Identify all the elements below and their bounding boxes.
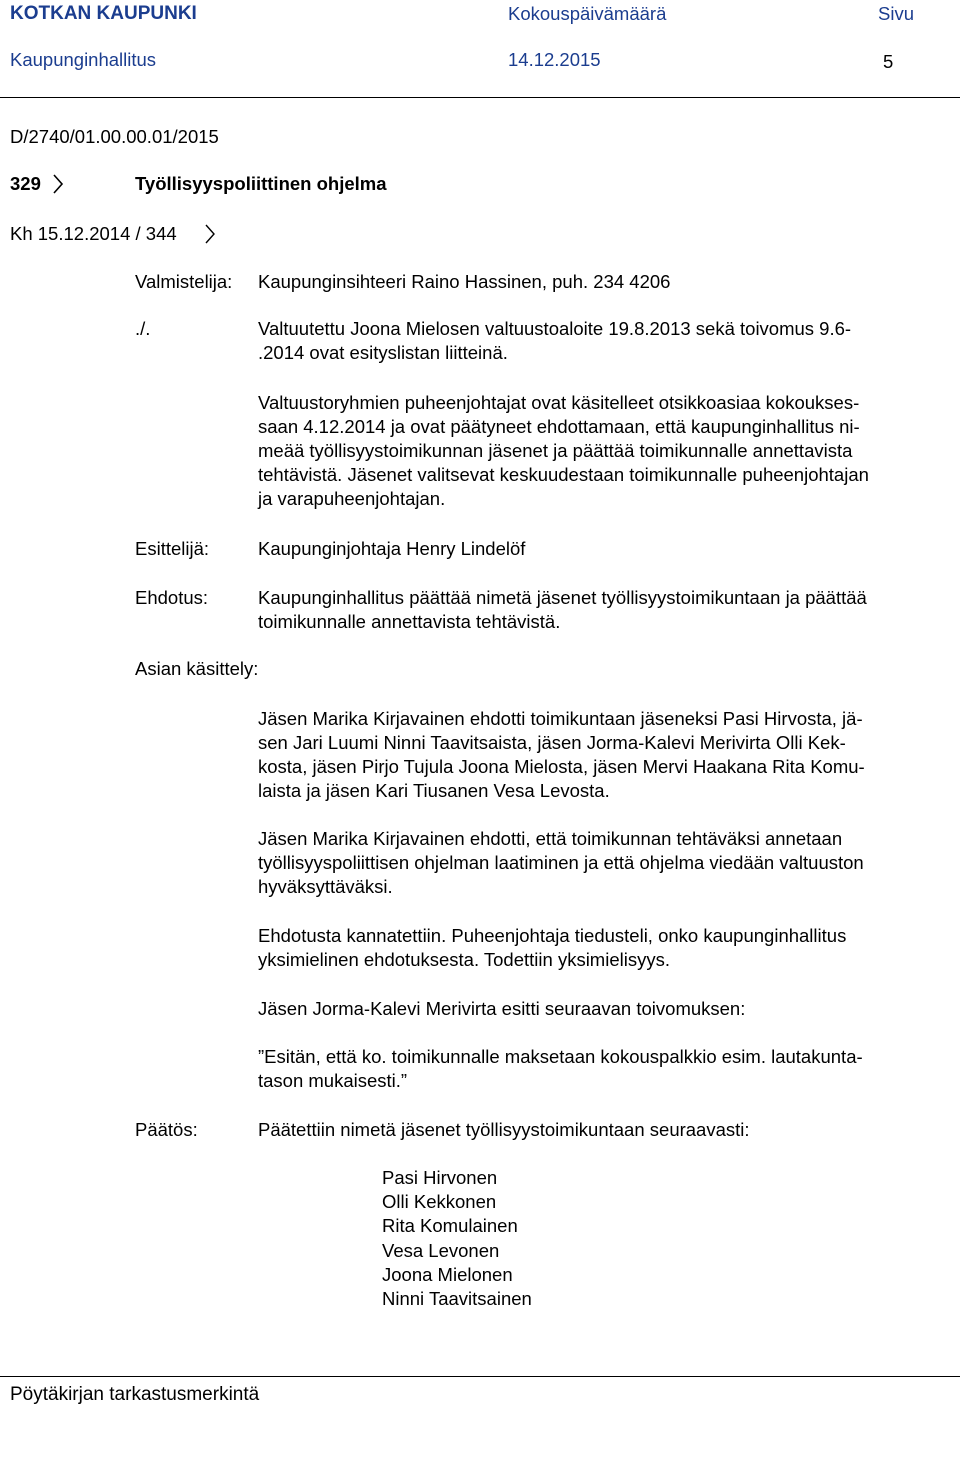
- page-number: 5: [883, 51, 894, 72]
- text-line: toimikunnalle annettavista tehtävistä.: [258, 611, 561, 632]
- preparer-value: Kaupunginsihteeri Raino Hassinen, puh. 234 4206: [258, 271, 671, 292]
- handling-label: Asian käsittely:: [135, 658, 259, 679]
- member-list: [382, 1166, 782, 1311]
- text-line: .2014 ovat esityslistan liitteinä.: [258, 342, 508, 363]
- text-line: Jäsen Marika Kirjavainen ehdotti, että toimikunnan tehtäväksi annetaan: [258, 828, 843, 849]
- previous-reference: Kh 15.12.2014 / 344: [10, 223, 177, 244]
- text-line: Valtuustoryhmien puheenjohtajat ovat käsitelleet otsikkoasiaa kokoukses-: [258, 392, 860, 413]
- decision-value: Päätettiin nimetä jäsenet työllisyystoimikuntaan seuraavasti:: [258, 1119, 750, 1140]
- section-number: 329: [10, 173, 41, 194]
- list-item: Pasi Hirvonen: [382, 1167, 498, 1188]
- text-line: Ehdotusta kannatettiin. Puheenjohtaja tiedusteli, onko kaupunginhallitus: [258, 925, 847, 946]
- proposal-label: Ehdotus:: [135, 587, 209, 608]
- list-item: Ninni Taavitsainen: [382, 1288, 532, 1310]
- text-line: Kaupunginhallitus päättää nimetä jäsenet työllisyystoimikuntaan ja päättää: [258, 587, 867, 608]
- text-line: työllisyyspoliittisen ohjelman laatiminen ja että ohjelma viedään valtuuston: [258, 852, 864, 873]
- text-line: tason mukaisesti.”: [258, 1070, 408, 1091]
- list-item: Vesa Levonen: [382, 1239, 500, 1261]
- attachment-note: [258, 317, 958, 365]
- proposal-text: [258, 586, 958, 634]
- handling-paragraph: [258, 1045, 958, 1093]
- handling-paragraph: [258, 997, 958, 1021]
- text-line: yksimielinen ehdotuksesta. Todettiin yksimielisyys.: [258, 949, 670, 970]
- footer-label: Pöytäkirjan tarkastusmerkintä: [10, 1384, 260, 1405]
- handling-paragraph: [258, 827, 958, 899]
- decision-label: Päätös:: [135, 1119, 198, 1140]
- date-label: Kokouspäivämäärä: [508, 3, 667, 24]
- presenter-label: Esittelijä:: [135, 538, 210, 559]
- text-line: laista ja jäsen Kari Tiusanen Vesa Levosta.: [258, 780, 610, 801]
- text-line: ”Esitän, että ko. toimikunnalle maksetaan kokouspalkkio esim. lautakunta-: [258, 1046, 863, 1067]
- attachment-mark: ./.: [135, 318, 151, 339]
- meeting-date: 14.12.2015: [508, 49, 601, 70]
- text-line: meää työllisyystoimikunnan jäsenet ja päättää toimikunnalle annettavista: [258, 440, 853, 461]
- intro-paragraph: [258, 391, 958, 511]
- text-line: Jäsen Marika Kirjavainen ehdotti toimikuntaan jäseneksi Pasi Hirvosta, jä-: [258, 708, 863, 729]
- diary-number: D/2740/01.00.00.01/2015: [10, 126, 219, 147]
- presenter-value: Kaupunginjohtaja Henry Lindelöf: [258, 538, 526, 559]
- section-sign-icon: [52, 173, 64, 195]
- item-title: Työllisyyspoliittinen ohjelma: [135, 173, 387, 194]
- text-line: sen Jari Luumi Ninni Taavitsaista, jäsen Jorma-Kalevi Merivirta Olli Kek-: [258, 732, 846, 753]
- text-line: Jäsen Jorma-Kalevi Merivirta esitti seuraavan toivomuksen:: [258, 998, 746, 1019]
- list-item: Rita Komulainen: [382, 1215, 518, 1237]
- text-line: kosta, jäsen Pirjo Tujula Joona Mielosta, jäsen Mervi Haakana Rita Komu-: [258, 756, 865, 777]
- text-line: saan 4.12.2014 ja ovat päätyneet ehdottamaan, että kaupunginhallitus ni-: [258, 416, 860, 437]
- header-divider: [0, 97, 960, 98]
- footer-divider: [0, 1376, 960, 1377]
- page-label: Sivu: [878, 3, 914, 24]
- text-line: hyväksyttäväksi.: [258, 876, 393, 897]
- preparer-label: Valmistelija:: [135, 271, 233, 292]
- list-item: Joona Mielonen: [382, 1263, 513, 1285]
- text-line: Valtuutettu Joona Mielosen valtuustoaloite 19.8.2013 sekä toivomus 9.6-: [258, 318, 852, 339]
- body-name: Kaupunginhallitus: [10, 49, 157, 70]
- text-line: ja varapuheenjohtajan.: [258, 488, 446, 509]
- list-item: Olli Kekkonen: [382, 1191, 497, 1213]
- city-name: KOTKAN KAUPUNKI: [10, 3, 197, 24]
- text-line: tehtävistä. Jäsenet valitsevat keskuudestaan toimikunnalle puheenjohtajan: [258, 464, 869, 485]
- section-sign-icon: [204, 223, 216, 245]
- handling-paragraph: [258, 707, 958, 803]
- handling-paragraph: [258, 924, 958, 972]
